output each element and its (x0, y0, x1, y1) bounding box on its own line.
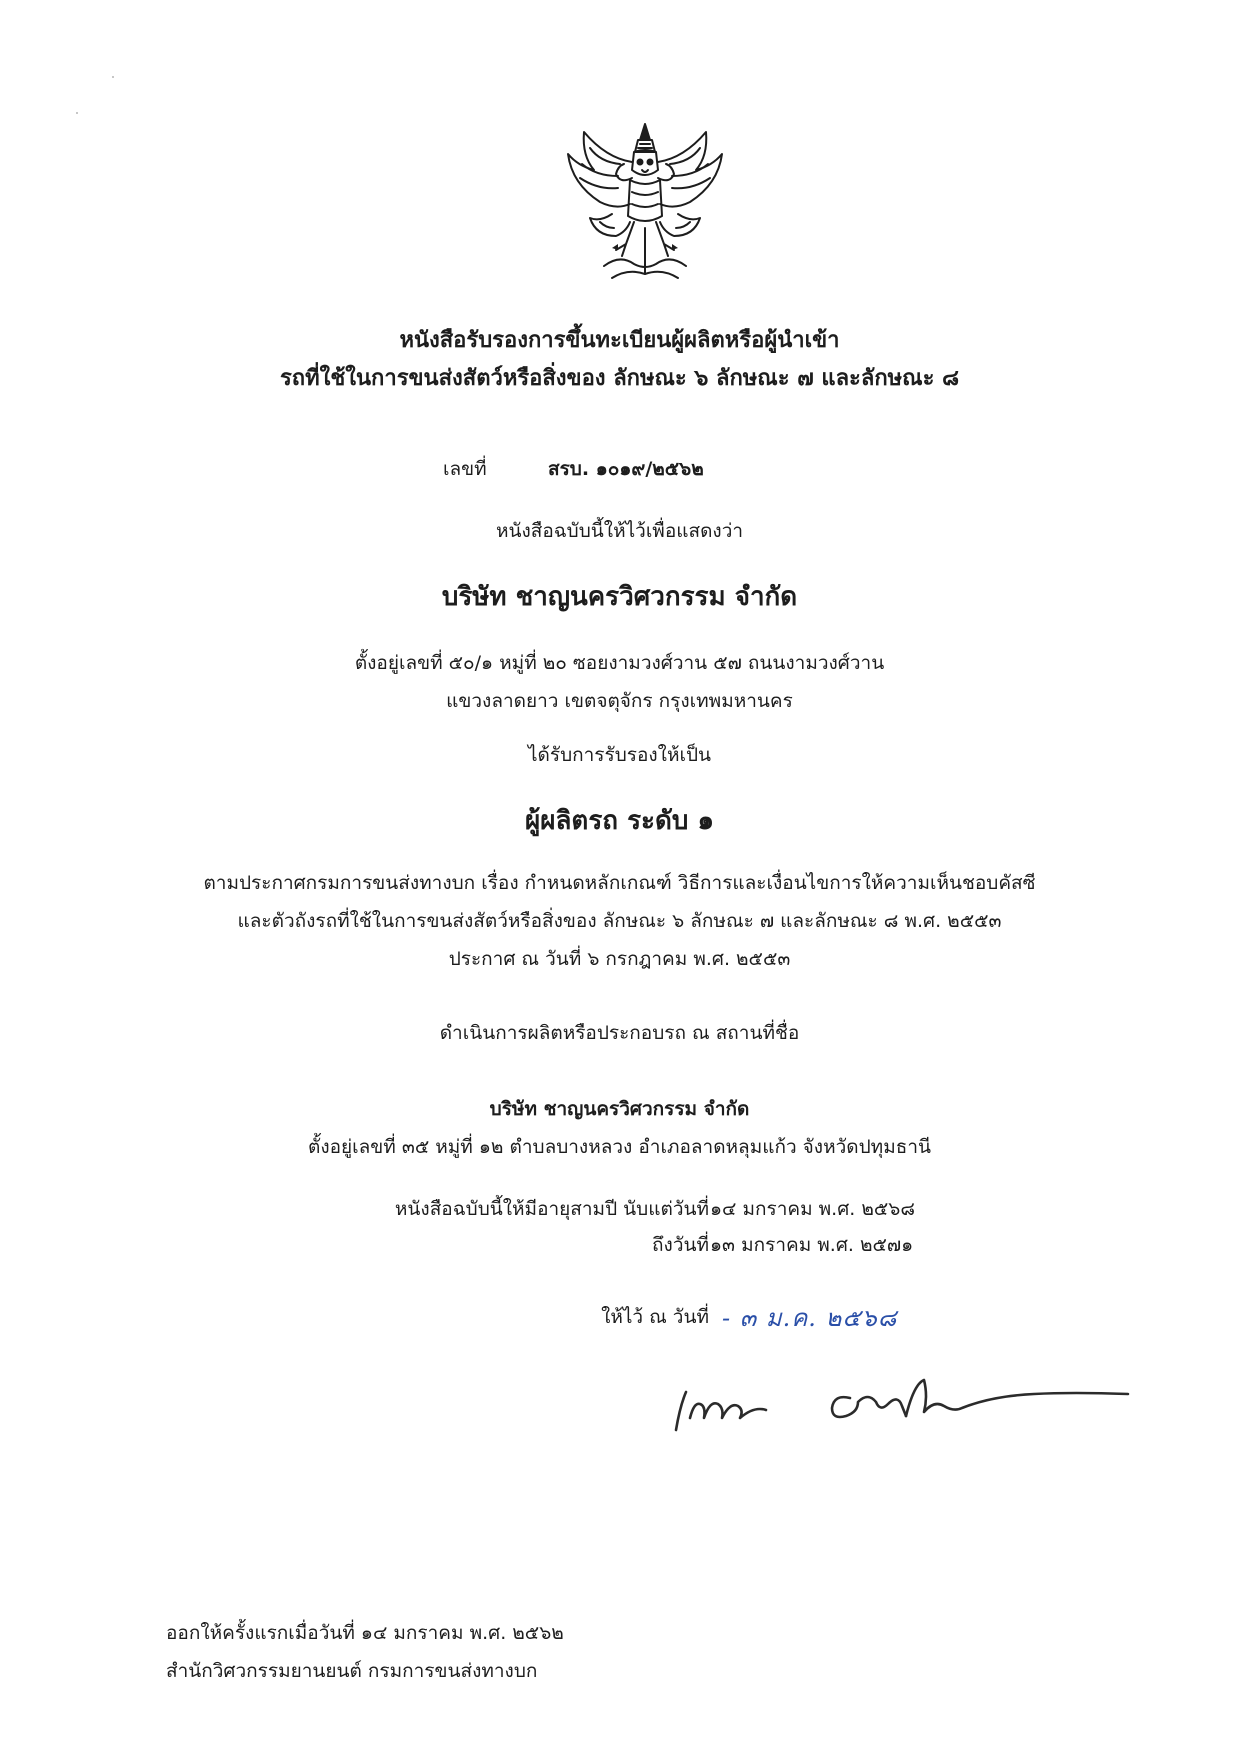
certified-as-label: ได้รับการรับรองให้เป็น (527, 744, 712, 766)
company-address-line1: ตั้งอยู่เลขที่ ๕๐/๑ หมู่ที่ ๒๐ ซอยงามวงศ์วาน ๕๗ ถนนงามวงศ์วาน (354, 652, 885, 674)
issuer-text: สำนักวิศวกรรมยานยนต์ กรมการขนส่งทางบก (166, 1660, 538, 1682)
first-issued-text: ออกให้ครั้งแรกเมื่อวันที่ ๑๔ มกราคม พ.ศ. ๒๕๖๒ (166, 1622, 564, 1644)
scan-speck (112, 76, 114, 78)
validity-from-date: ๑๔ มกราคม พ.ศ. ๒๕๖๘ (710, 1198, 915, 1220)
company-address-line2: แขวงลาดยาว เขตจตุจักร กรุงเทพมหานคร (446, 690, 793, 712)
scan-speck (76, 112, 78, 114)
regulation-line2: และตัวถังรถที่ใช้ในการขนส่งสัตว์หรือสิ่งของ ลักษณะ ๖ ลักษณะ ๗ และลักษณะ ๘ พ.ศ. ๒๕๕๓ (237, 910, 1002, 932)
facility-label: ดำเนินการผลิตหรือประกอบรถ ณ สถานที่ชื่อ (439, 1022, 800, 1044)
company-name: บริษัท ชาญนครวิศวกรรม จำกัด (441, 582, 798, 612)
certificate-title-line1: หนังสือรับรองการขึ้นทะเบียนผู้ผลิตหรือผู้นำเข้า (399, 328, 840, 353)
doc-number-value: สรบ. ๑๐๑๙/๒๕๖๒ (548, 458, 704, 480)
validity-from-label: หนังสือฉบับนี้ให้มีอายุสามปี นับแต่วันที่ (394, 1198, 709, 1220)
issued-date-label: ให้ไว้ ณ วันที่ (601, 1306, 709, 1328)
doc-number-label: เลขที่ (443, 458, 487, 480)
certified-as-value: ผู้ผลิตรถ ระดับ ๑ (525, 806, 714, 836)
garuda-emblem (560, 118, 730, 286)
facility-address: ตั้งอยู่เลขที่ ๓๕ หมู่ที่ ๑๒ ตำบลบางหลวง อำเภอลาดหลุมแก้ว จังหวัดปทุมธานี (308, 1136, 931, 1158)
certificate-title-line2: รถที่ใช้ในการขนส่งสัตว์หรือสิ่งของ ลักษณะ ๖ ลักษณะ ๗ และลักษณะ ๘ (279, 366, 960, 391)
regulation-line1: ตามประกาศกรมการขนส่งทางบก เรื่อง กำหนดหลักเกณฑ์ วิธีการและเงื่อนไขการให้ความเห็นชอบคัสซี (203, 872, 1036, 894)
intro-text: หนังสือฉบับนี้ให้ไว้เพื่อแสดงว่า (495, 520, 744, 542)
issued-date-stamp: - ๓ ม.ค. ๒๕๖๘ (722, 1304, 898, 1332)
validity-to-date: ๑๓ มกราคม พ.ศ. ๒๕๗๑ (710, 1234, 914, 1256)
facility-name: บริษัท ชาญนครวิศวกรรม จำกัด (489, 1098, 750, 1120)
validity-to-label: ถึงวันที่ (652, 1234, 709, 1256)
regulation-line3: ประกาศ ณ วันที่ ๖ กรกฎาคม พ.ศ. ๒๕๕๓ (448, 948, 791, 970)
signature (662, 1366, 1138, 1442)
